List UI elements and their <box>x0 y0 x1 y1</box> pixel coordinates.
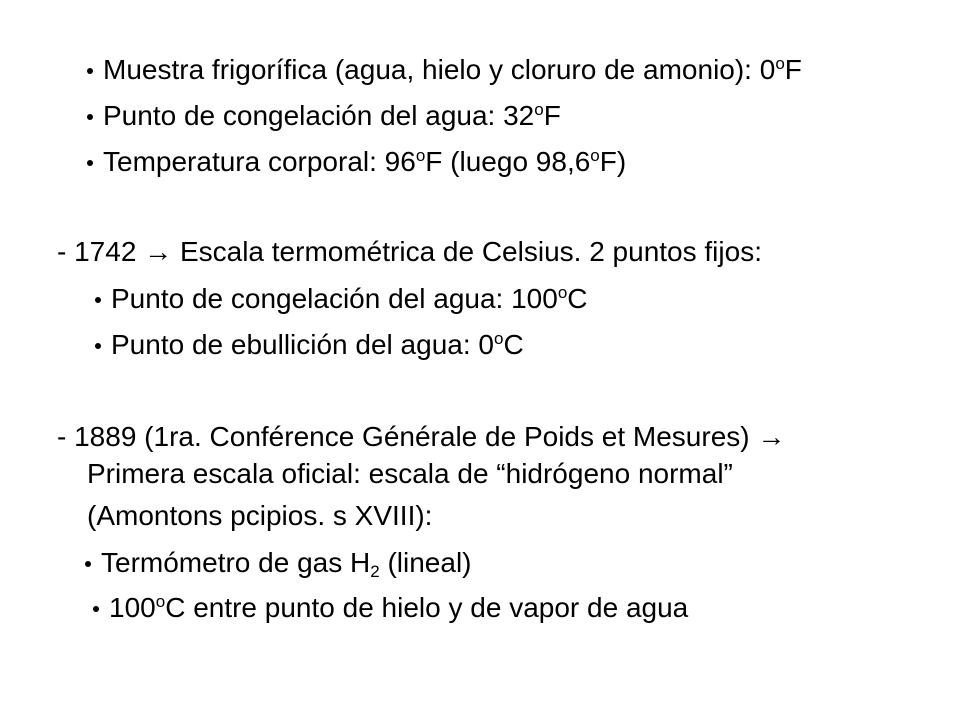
bullet-item-water-freezing-c <box>95 283 588 315</box>
item-text-continued: (lineal) <box>379 547 472 578</box>
item-text-continued: F (luego 98,6 <box>425 146 591 177</box>
bullet-item-body-temperature <box>87 146 626 178</box>
section-heading-cgpm: - 1889 (1ra. Conférence Générale de Poids et Mesures) → <box>57 421 786 452</box>
bullet-icon <box>85 561 91 567</box>
unit-text: F <box>784 54 802 85</box>
degree-superscript: o <box>534 100 544 119</box>
unit-text: F <box>543 100 561 131</box>
section-heading-cgpm-line-3: (Amontons pcipios. s XVIII): <box>87 500 433 531</box>
item-text: 100 <box>109 592 156 623</box>
degree-superscript: o <box>155 592 166 611</box>
degree-superscript: o <box>775 54 785 73</box>
item-text: Punto de ebullición del agua: 0 <box>111 329 494 360</box>
item-text: Punto de congelación del agua: 100 <box>111 283 558 314</box>
degree-superscript: o <box>493 329 504 348</box>
item-text: Termómetro de gas H <box>101 547 371 578</box>
bullet-icon <box>87 68 93 74</box>
degree-superscript: o <box>415 146 426 165</box>
item-text: Punto de congelación del agua: 32 <box>103 100 535 131</box>
item-text: Muestra frigorífica (agua, hielo y cloruro de amonio): 0 <box>103 54 776 85</box>
degree-superscript: o <box>590 146 600 165</box>
bullet-item-water-boiling-c <box>95 329 524 361</box>
subscript: 2 <box>370 562 380 581</box>
section-heading-cgpm-line-2: Primera escala oficial: escala de “hidrógeno normal” <box>87 458 733 489</box>
degree-superscript: o <box>557 283 568 302</box>
unit-text: F) <box>599 146 627 177</box>
section-heading-celsius: - 1742 → Escala termométrica de Celsius. 2 puntos fijos: <box>57 236 762 267</box>
bullet-item-gas-thermometer <box>85 547 472 579</box>
unit-text: C <box>503 329 524 360</box>
unit-text: C <box>567 283 588 314</box>
bullet-icon <box>87 114 93 120</box>
bullet-icon <box>95 343 101 349</box>
bullet-item-hundred-degrees <box>93 592 688 624</box>
item-text-continued: C entre punto de hielo y de vapor de agua <box>165 592 689 623</box>
bullet-icon <box>87 160 93 166</box>
bullet-item-water-freezing-f <box>87 100 561 132</box>
bullet-icon <box>93 606 99 612</box>
item-text: Temperatura corporal: 96 <box>103 146 416 177</box>
bullet-item-freezing-mixture <box>87 54 802 86</box>
bullet-icon <box>95 297 101 303</box>
